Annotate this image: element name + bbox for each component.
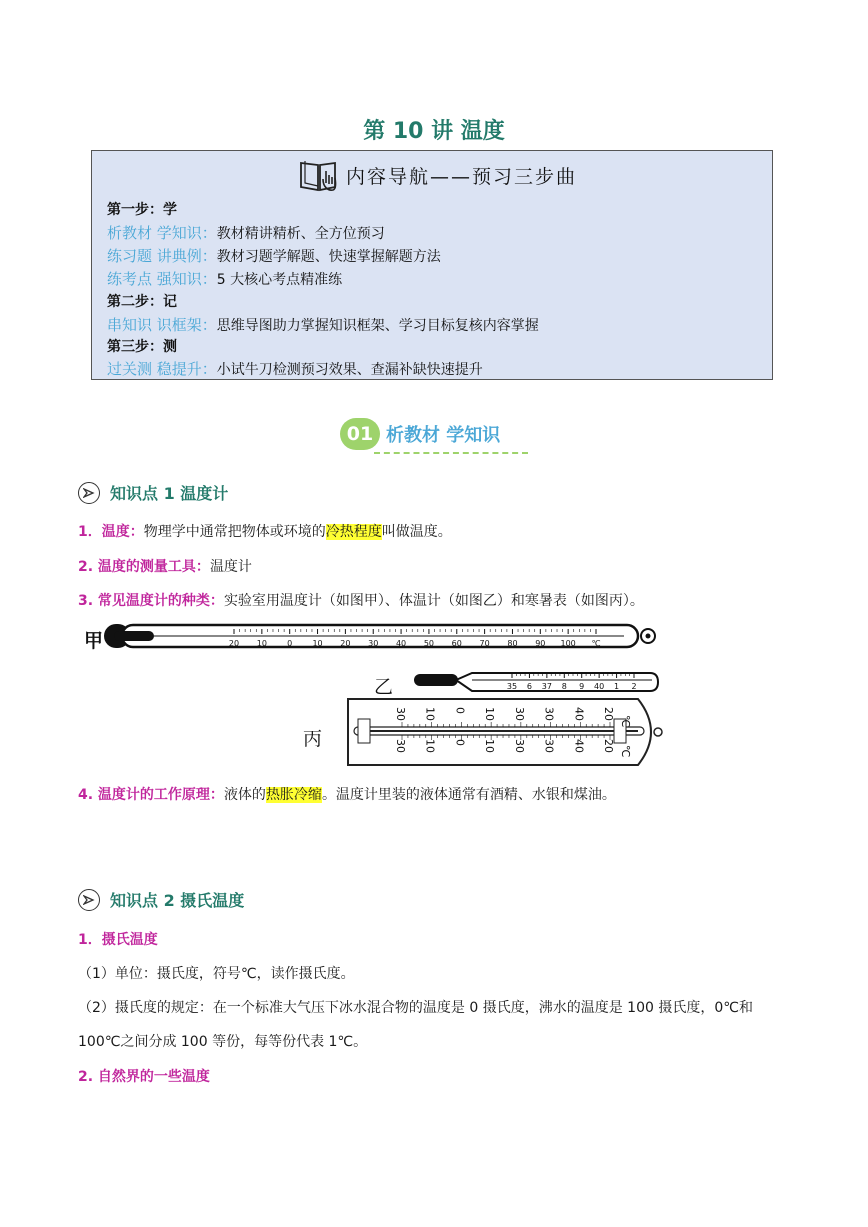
wall-scale-tick-label-top: 40 xyxy=(572,707,586,721)
knowledge-point-1-heading xyxy=(78,481,228,504)
lab-scale-tick-label: 90 xyxy=(535,639,546,648)
figure-label-yi: 乙 xyxy=(374,676,394,698)
lab-scale-tick-label: 80 xyxy=(507,639,518,648)
wall-scale-tick-label-bottom: 30 xyxy=(512,739,526,753)
wall-scale-tick-label-top: 10 xyxy=(483,707,497,721)
lab-thermometer-illustration xyxy=(104,620,664,654)
wall-scale-tick-label-bottom: 40 xyxy=(572,739,586,753)
wall-thermometer-illustration xyxy=(342,697,668,767)
step-3: 第三步：测 xyxy=(107,339,177,355)
clinical-scale-tick-label: 2 xyxy=(631,682,637,691)
clinical-scale-tick-label: 1 xyxy=(614,682,620,691)
wall-scale-tick-label-bottom: 10 xyxy=(483,739,497,753)
wall-scale-tick-label-bottom: 20 xyxy=(602,739,615,753)
lab-scale-tick-label: 20 xyxy=(228,639,240,648)
wall-scale-tick-label-bottom: 30 xyxy=(394,739,407,753)
kp1-paragraph-3: 3. 常见温度计的种类：实验室用温度计（如图甲）、体温计（如图乙）和寒暑表（如图丙）。 xyxy=(78,593,644,609)
clinical-thermometer-illustration xyxy=(412,669,662,695)
kp2-subheading-1: 1．摄氏温度 xyxy=(78,932,158,948)
navigation-heading: 内容导航——预习三步曲 xyxy=(346,165,578,188)
wall-thermometer-unit-top: ℃ xyxy=(619,715,632,728)
clinical-scale-tick-label: 37 xyxy=(541,682,552,691)
content-navigation-box xyxy=(91,150,773,380)
wall-scale-tick-label-top: 30 xyxy=(542,707,556,721)
clinical-scale-tick-label: 35 xyxy=(506,682,518,691)
clinical-scale-tick-label: 9 xyxy=(579,682,585,691)
wall-scale-tick-label-top: 30 xyxy=(512,707,526,721)
arrow-circle-icon xyxy=(78,482,100,504)
kp1-paragraph-4: 4. 温度计的工作原理：液体的热胀冷缩。温度计里装的液体通常有酒精、水银和煤油。 xyxy=(78,787,616,803)
section-number-badge: 01 xyxy=(340,418,380,450)
lab-scale-tick-label: 60 xyxy=(451,639,462,648)
kp2-line-1: （1）单位：摄氏度，符号℃，读作摄氏度。 xyxy=(78,966,355,982)
page-title: 第 10 讲 温度 xyxy=(363,119,505,144)
lab-scale-tick-label: 40 xyxy=(395,639,407,648)
nav-row-3: 练考点 强知识：5 大核心考点精准练 xyxy=(107,270,343,288)
highlight-text: 热胀冷缩 xyxy=(265,787,322,803)
book-hand-icon xyxy=(298,157,342,193)
wall-scale-tick-label-bottom: 0 xyxy=(453,739,467,746)
nav-row-2: 练习题 讲典例：教材习题学解题、快速掌握解题方法 xyxy=(107,247,441,265)
knowledge-point-2-heading xyxy=(78,888,244,911)
knowledge-point-1-title: 知识点 1 温度计 xyxy=(110,484,229,503)
figure-label-jia: 甲 xyxy=(84,630,104,652)
step-2: 第二步：记 xyxy=(107,294,177,310)
arrow-circle-icon xyxy=(78,889,100,911)
lab-scale-tick-label: 30 xyxy=(368,639,379,648)
navigation-header xyxy=(298,157,577,193)
clinical-scale-tick-label: 40 xyxy=(594,682,605,691)
wall-scale-tick-label-top: 30 xyxy=(394,707,407,721)
wall-scale-tick-label-bottom: 30 xyxy=(542,739,556,753)
lab-scale-tick-label: 70 xyxy=(479,639,490,648)
wall-scale-tick-label-top: 10 xyxy=(423,707,437,721)
section-divider xyxy=(374,452,528,454)
lab-scale-tick-label: 10 xyxy=(312,639,323,648)
nav-row-5: 过关测 稳提升：小试牛刀检测预习效果、查漏补缺快速提升 xyxy=(107,360,483,378)
wall-scale-tick-label-top: 20 xyxy=(602,707,615,721)
lab-scale-tick-label: ℃ xyxy=(591,639,601,648)
kp2-line-3: 100℃之间分成 100 等份，每等份代表 1℃。 xyxy=(78,1034,368,1050)
section-01-heading xyxy=(340,418,500,450)
wall-thermometer-unit-bottom: ℃ xyxy=(619,745,632,758)
clinical-scale-tick-label: 6 xyxy=(526,682,532,691)
nav-row-1: 析教材 学知识：教材精讲精析、全方位预习 xyxy=(107,224,385,242)
wall-scale-tick-label-bottom: 10 xyxy=(423,739,437,753)
kp2-line-2: （2）摄氏度的规定：在一个标准大气压下冰水混合物的温度是 0 摄氏度，沸水的温度是 100 摄氏度，0℃和 xyxy=(78,1000,753,1016)
wall-scale-tick-label-top: 0 xyxy=(453,707,467,714)
lab-scale-tick-label: 50 xyxy=(423,639,435,648)
kp1-paragraph-2: 2. 温度的测量工具：温度计 xyxy=(78,559,252,575)
kp1-paragraph-1: 1．温度：物理学中通常把物体或环境的冷热程度叫做温度。 xyxy=(78,524,452,540)
lab-scale-tick-label: 0 xyxy=(287,639,293,648)
clinical-scale-tick-label: 8 xyxy=(561,682,567,691)
step-1: 第一步：学 xyxy=(107,202,177,218)
kp2-subheading-2: 2. 自然界的一些温度 xyxy=(78,1069,210,1085)
figure-label-bing: 丙 xyxy=(303,728,323,750)
lab-scale-tick-label: 20 xyxy=(340,639,351,648)
lab-scale-tick-label: 100 xyxy=(560,639,576,648)
nav-row-4: 串知识 识框架：思维导图助力掌握知识框架、学习目标复核内容掌握 xyxy=(107,316,539,334)
section-label: 析教材 学知识 xyxy=(386,425,501,446)
highlight-text: 冷热程度 xyxy=(325,524,382,540)
knowledge-point-2-title: 知识点 2 摄氏温度 xyxy=(110,891,245,910)
lab-scale-tick-label: 10 xyxy=(256,639,267,648)
